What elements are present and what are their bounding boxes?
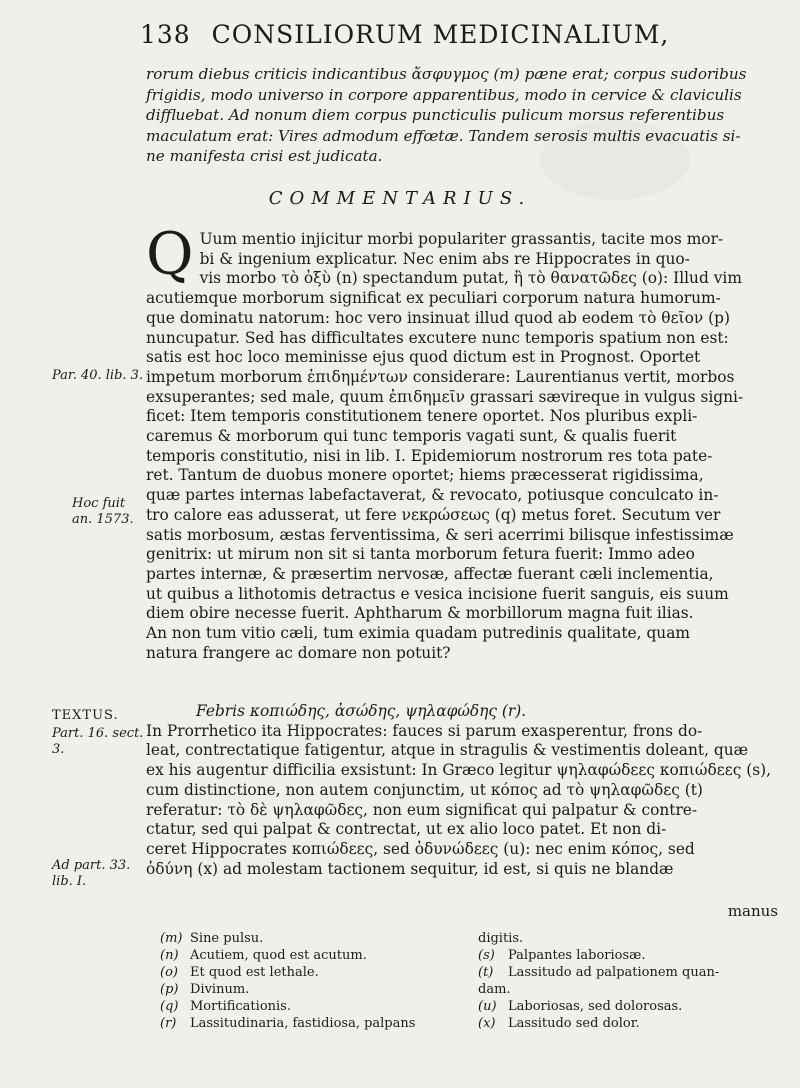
body-line: ficet: Item temporis constitutionem tenere oportet. Nos pluribus expli- xyxy=(146,407,698,426)
footnote-text: Lassitudinaria, fastidiosa, palpans xyxy=(190,1016,416,1031)
running-title: CONSILIORUM MEDICINALIUM, xyxy=(211,20,670,49)
body-line: natura frangere ac domare non potuit? xyxy=(146,643,451,662)
body-line: bi & ingenium explicatur. Nec enim abs re Hippocrates in quo- xyxy=(199,249,690,268)
margin-note-line: Hoc fuit xyxy=(72,496,126,511)
footnote-text: Palpantes laboriosæ. xyxy=(508,948,646,963)
margin-note-year xyxy=(72,496,134,528)
footnote xyxy=(160,930,460,947)
textus-line: ctatur, sed qui palpat & contrectat, ut ex alio loco patet. Et non di- xyxy=(146,820,667,839)
body-line: partes internæ, & præsertim nervosæ, affectæ fuerant cæli inclementia, xyxy=(146,564,714,583)
intro-line: diffluebat. Ad nonum diem corpus puncticulis pulicum morsus referentibus xyxy=(146,106,725,124)
body-line: satis morbosum, æstas ferventissima, & seri acerrimi bilisque infestissimæ xyxy=(146,525,734,544)
body-line: diem obire necesse fuerit. Aphtharum & morbillorum magna fuit ilias. xyxy=(146,604,694,623)
margin-note-textus: TEXTUS. xyxy=(52,708,119,723)
footnote-key: (q) xyxy=(160,999,179,1014)
case-continuation xyxy=(146,64,780,167)
body-line: acutiemque morborum significat ex peculiari corporum natura humorum- xyxy=(146,289,721,308)
margin-note-line: 3. xyxy=(52,742,65,757)
footnote-key: (t) xyxy=(478,965,494,980)
body-line: nuncupatur. Sed has difficultates excutere nunc temporis spatium non est: xyxy=(146,328,729,347)
margin-note-par40: Par. 40. lib. 3. xyxy=(52,368,144,383)
footnote xyxy=(160,964,460,981)
footnote-text: Laboriosas, sed dolorosas. xyxy=(508,999,683,1014)
textus-line: In Prorrhetico ita Hippocrates: fauces si parum exasperentur, frons do- xyxy=(146,721,703,740)
footnote-text: Lassitudo ad palpationem quan- xyxy=(508,965,720,980)
footnote-key: (x) xyxy=(478,1016,496,1031)
body-line: satis est hoc loco meminisse ejus quod dictum est in Prognost. Oportet xyxy=(146,348,701,367)
footnote-key: (u) xyxy=(478,999,497,1014)
drop-cap: Q xyxy=(146,220,194,288)
footnotes-left-column xyxy=(160,930,460,1032)
margin-note-line: Ad part. 33. xyxy=(52,858,131,873)
footnote-key: (o) xyxy=(160,965,178,980)
footnote xyxy=(160,1015,460,1032)
footnote-text: Mortificationis. xyxy=(190,999,291,1014)
footnote xyxy=(478,947,780,964)
commentary-body xyxy=(146,220,780,663)
body-line: quæ partes internas labefactaverat, & revocato, potiusque conculcato in- xyxy=(146,486,719,505)
margin-note-part16 xyxy=(52,726,143,758)
footnote-text: Et quod est lethale. xyxy=(190,965,319,980)
textus-line: referatur: τὸ δὲ ψηλαφῶδες, non eum significat qui palpatur & contre- xyxy=(146,800,698,819)
footnotes-right-column xyxy=(478,930,780,1032)
footnote xyxy=(160,998,460,1015)
commentary-heading: COMMENTARIUS. xyxy=(268,188,532,209)
body-line: ret. Tantum de duobus monere oportet; hiems præcesserat rigidissima, xyxy=(146,466,704,485)
footnote xyxy=(478,1015,780,1032)
intro-line: ne manifesta crisi est judicata. xyxy=(146,147,383,165)
footnote xyxy=(160,981,460,998)
footnote-key: (m) xyxy=(160,931,183,946)
body-line: tro calore eas adusserat, ut fere νεκρώσεως (q) metus foret. Secutum ver xyxy=(146,505,721,524)
textus-line: ὀδύνη (x) ad molestam tactionem sequitur, id est, si quis ne blandæ xyxy=(146,859,674,878)
margin-note-line: Part. 16. sect. xyxy=(52,726,144,741)
margin-note-line: an. 1573. xyxy=(72,512,134,527)
body-line: vis morbo τὸ ὀξὺ (n) spectandum putat, ἢ τὸ θανατῶδες (o): Illud vim xyxy=(199,269,742,288)
footnote xyxy=(478,998,780,1015)
footnote-key: (n) xyxy=(160,948,179,963)
intro-line: maculatum erat: Vires admodum effœtæ. Tandem serosis multis evacuatis si- xyxy=(146,126,741,145)
body-line: temporis constitutio, nisi in lib. I. Epidemiorum nostrorum res tota pate- xyxy=(146,446,713,465)
footnote-key: (s) xyxy=(478,948,495,963)
body-line: que dominatu natorum: hoc vero insinuat illud quod ab eodem τὸ θεῖον (p) xyxy=(146,308,730,327)
page-number: 138 xyxy=(140,20,191,49)
footnote-text: Lassitudo sed dolor. xyxy=(508,1016,640,1031)
body-line: Uum mentio injicitur morbi populariter grassantis, tacite mos mor- xyxy=(199,230,724,248)
margin-note-part33 xyxy=(52,858,130,890)
footnote-text: Divinum. xyxy=(190,982,250,997)
textus-line: ex his augentur difficilia exsistunt: In Græco legitur ψηλαφώδεες κοπιώδεες (s), xyxy=(146,761,772,780)
body-line: ut quibus a lithotomis detractus e vesica incisione fuerit sanguis, eis suum xyxy=(146,584,729,603)
textus-title: Febris κοπιώδης, ἀσώδης, ψηλαφώδης (r). xyxy=(196,702,527,720)
footnote-text: Sine pulsu. xyxy=(190,931,264,946)
textus-section xyxy=(146,702,780,879)
textus-line: cum distinctione, non autem conjunctim, ut κόπος ad τὸ ψηλαφῶδες (t) xyxy=(146,780,703,799)
body-line: impetum morborum ἐπιδημέντων considerare: Laurentianus vertit, morbos xyxy=(146,367,735,386)
footnote-key: (r) xyxy=(160,1016,177,1031)
margin-note-line: lib. I. xyxy=(52,874,87,889)
footnote-continuation: dam. xyxy=(478,982,511,997)
intro-line: frigidis, modo universo in corpore apparentibus, modo in cervice & claviculis xyxy=(146,85,742,104)
footnote-key: (p) xyxy=(160,982,179,997)
footnote xyxy=(478,964,780,981)
footnote xyxy=(160,947,460,964)
body-line: caremus & morborum qui tunc temporis vagati sunt, & qualis fuerit xyxy=(146,427,677,446)
running-header xyxy=(140,20,780,60)
body-line: genitrix: ut mirum non sit si tanta morborum fetura fuerit: Immo adeo xyxy=(146,545,695,564)
textus-line: ceret Hippocrates κοπιώδεες, sed ὀδυνώδεες (u): nec enim κόπος, sed xyxy=(146,839,695,858)
body-line: An non tum vitio cæli, tum eximia quadam putredinis qualitate, quam xyxy=(146,624,690,643)
catchword: manus xyxy=(727,902,778,920)
body-line: exsuperantes; sed male, quum ἐπιδημεῖν grassari sævireque in vulgus signi- xyxy=(146,387,744,406)
intro-line: rorum diebus criticis indicantibus ἄσφυγμος (m) pæne erat; corpus sudoribus xyxy=(146,65,747,83)
textus-line: leat, contrectatique fatigentur, atque in stragulis & vestimentis doleant, quæ xyxy=(146,741,749,760)
footnote-text: Acutiem, quod est acutum. xyxy=(190,948,367,963)
footnote-continuation: digitis. xyxy=(478,931,524,946)
